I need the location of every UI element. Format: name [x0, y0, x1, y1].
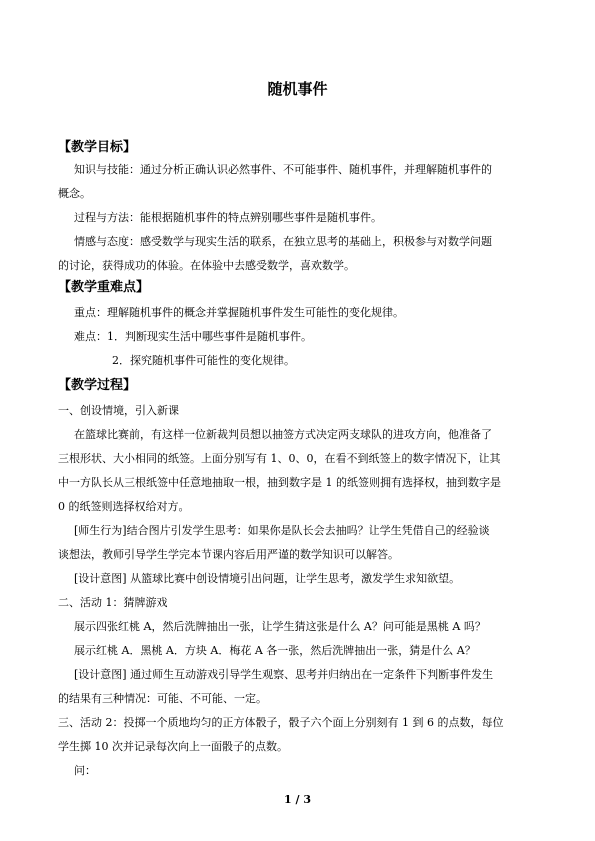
paragraph-line: 二、活动 1：猜牌游戏 [58, 596, 168, 609]
paragraph-line: 一、创设情境，引入新课 [58, 404, 179, 417]
section-heading-goals: 【教学目标】 [58, 140, 137, 155]
paragraph-line: 重点：理解随机事件的概念并掌握随机事件发生可能性的变化规律。 [74, 306, 404, 319]
paragraph-line: 展示红桃 A．黑桃 A．方块 A．梅花 A 各一张，然后洗牌抽出一张，猜是什么 A？ [74, 644, 476, 657]
paragraph-line: [师生行为]结合图片引发学生思考：如果你是队长会去抽吗？让学生凭借自己的经验谈 [74, 524, 490, 537]
paragraph-line: 谈想法，教师引导学生学完本节课内容后用严谨的数学知识可以解答。 [58, 548, 399, 561]
paragraph-line: 中一方队长从三根纸签中任意地抽取一根，抽到数字是 1 的纸签则拥有选择权，抽到数字是 [58, 476, 501, 489]
paragraph-line: 三、活动 2：投掷一个质地均匀的正方体骰子，骰子六个面上分别刻有 1 到 6 的点数，每位 [58, 716, 504, 729]
paragraph-line: [设计意图] 从篮球比赛中创设情境引出问题，让学生思考，激发学生求知欲望。 [74, 572, 461, 585]
paragraph-line: 展示四张红桃 A，然后洗牌抽出一张，让学生猜这张是什么 A？问可能是黑桃 A 吗？ [74, 620, 486, 633]
paragraph-line: 情感与态度：感受数学与现实生活的联系，在独立思考的基础上，积极参与对数学问题 [74, 235, 492, 248]
paragraph-line: 2．探究随机事件可能性的变化规律。 [112, 354, 295, 367]
paragraph-line: 在篮球比赛前，有这样一位新裁判员想以抽签方式决定两支球队的进攻方向，他准备了 [74, 428, 492, 441]
paragraph-line: 知识与技能：通过分析正确认识必然事件、不可能事件、随机事件，并理解随机事件的 [74, 163, 492, 176]
paragraph-line: 学生掷 10 次并记录每次向上一面骰子的点数。 [58, 740, 288, 753]
paragraph-line: 三根形状、大小相同的纸签。上面分别写有 1、0、0，在看不到纸签上的数字情况下，让其 [58, 452, 501, 465]
paragraph-line: 0 的纸签则选择权给对方。 [58, 500, 190, 513]
page-title: 随机事件 [267, 80, 328, 98]
paragraph-line: 的讨论，获得成功的体验。在体验中去感受数学，喜欢数学。 [58, 259, 355, 272]
section-heading-keypoints: 【教学重难点】 [58, 280, 150, 295]
paragraph-line: 概念。 [58, 187, 91, 200]
section-heading-process: 【教学过程】 [58, 378, 137, 393]
paragraph-line: [设计意图] 通过师生互动游戏引导学生观察、思考并归纳出在一定条件下判断事件发生 [74, 668, 494, 681]
paragraph-line: 过程与方法：能根据随机事件的特点辨别哪些事件是随机事件。 [74, 211, 382, 224]
paragraph-line: 的结果有三种情况：可能、不可能、一定。 [58, 692, 267, 705]
paragraph-line: 问： [74, 764, 96, 777]
paragraph-line: 难点：1．判断现实生活中哪些事件是随机事件。 [74, 330, 312, 343]
page-number: 1 / 3 [284, 793, 311, 806]
